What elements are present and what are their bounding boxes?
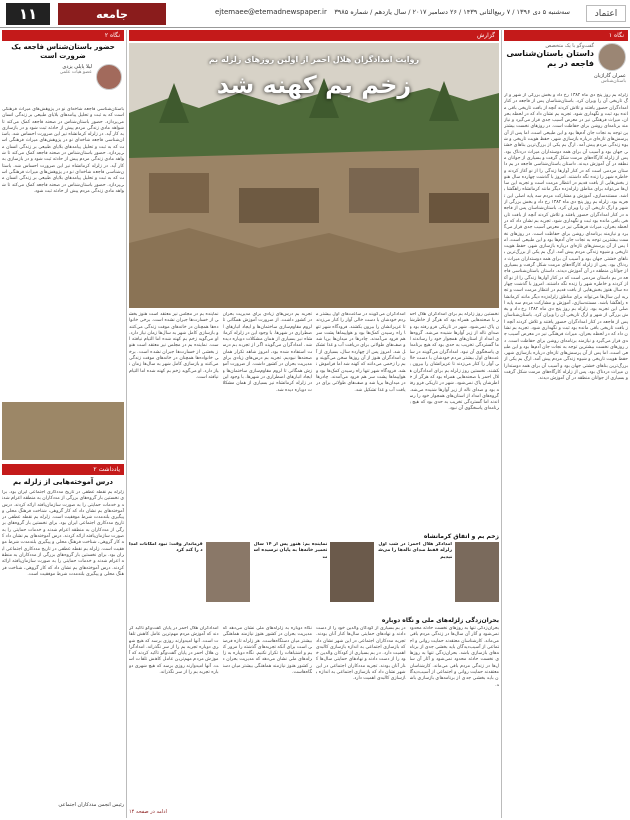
right-tag-label: نگاه ۱ [608, 32, 624, 39]
photo-strip [129, 542, 499, 614]
left-bottom-body: زلزله بم نقطه عطفی در تاریخ مددکاری اجتماعی ایران بود. برای نخستین بار گروه‌های بزرگی از مددکاران به منطقه اعزام شدند و خدمات حمایتی را به صورت سازمان‌یافته ارائه کردند. درس آموخته‌های بم نشان داد که کار گروهی، شناخت فرهنگ محلی و پیگیری بلندمدت شرط موفقیت است. زلزله بم نقطه عطفی در تاریخ مددکاری اجتماعی ایران بود. برای نخستین بار گروه‌های بزرگی از مددکاران به منطقه اعزام شدند و خدمات حمایتی را به صورت سازمان‌یافته ارائه کردند. درس آموخته‌های بم نشان داد که کار گروهی، شناخت فرهنگ محلی و پیگیری بلندمدت شرط موفقیت است. زلزله بم نقطه عطفی در تاریخ مددکاری اجتماعی ایران بود. برای نخستین بار گروه‌های بزرگی از مددکاران به منطقه اعزام شدند و خدمات حمایتی را به صورت سازمان‌یافته ارائه کردند. درس آموخته‌های بم نشان داد که کار گروهی، شناخت فرهنگ محلی و پیگیری بلندمدت شرط موفقیت است. [2, 490, 124, 577]
photo-caption-2: نماینده بم: هنوز پس از ۱۴ سال تعمیر خانه‌ها به پایان نرسیده است [253, 542, 328, 560]
left-photo [2, 402, 124, 460]
left-top-title: حضور باستان‌شناس فاجعه یک ضرورت است [11, 43, 115, 60]
main-kicker: روایت امدادگران هلال احمر از اولین روزهای زلزله بم [208, 55, 420, 64]
person-photo-3 [206, 542, 250, 602]
left-bottom-tag [2, 464, 124, 475]
date-line: سه‌شنبه ۵ دی ۱۳۹۶ / ۷ ربیع‌الثانی ۱۴۳۹ / ۲۶ دسامبر ۲۰۱۷ / سال یازدهم / شماره ۳۹۸۵ [334, 8, 570, 16]
right-column [504, 30, 628, 818]
right-header-block [504, 41, 628, 93]
left-top-tag-label: نگاه ۲ [104, 32, 120, 39]
main-tag-label: گزارش [476, 32, 495, 39]
main-title: زخم بم کهنه شد [216, 71, 412, 99]
photo-card-3 [129, 542, 250, 614]
bottom-text-col-3: نگاه دوباره به زلزله‌های ملی نشان می‌دهد که مدیریت بحران در کشور هنوز نیازمند هماهنگی بیشتر میان دستگاه‌هاست. هر زلزله تازه فرصتی است برای آنکه تجربه‌های گذشته را مرور کنیم و اشتباهات را تکرار نکنیم. نگاه دوباره به زلزله‌های ملی نشان می‌دهد که مدیریت بحران در کشور هنوز نیازمند هماهنگی بیشتر میان دستگاه‌هاست. [222, 626, 312, 676]
photo-card-2 [254, 542, 375, 614]
main-text-col-4: نماینده بم در مجلس نیز معتقد است هنوز بخشی از خسارت‌ها جبران نشده است. برخی خانواده‌ها همچنان در خانه‌های موقت زندگی می‌کنند و بازسازی کامل شهر به سال‌ها زمان نیاز دارد. او می‌گوید زخم بم کهنه شده اما التیام نیافته است. نماینده بم در مجلس نیز معتقد است هنوز بخشی از خسارت‌ها جبران نشده است. برخی خانواده‌ها همچنان در خانه‌های موقت زندگی می‌کنند و بازسازی کامل شهر به سال‌ها زمان نیاز دارد. او می‌گوید زخم بم کهنه شده اما التیام نیافته است. [129, 312, 219, 380]
bottom-text-col-4: امدادگران هلال احمر در پایان گفت‌وگو تاکید کردند که آموزش مردم مهم‌ترین عامل کاهش تلفات است. آنها امیدوارند روزی برسد که هیچ شهری دوباره تجربه بم را از سر نگذراند. امدادگران هلال احمر در پایان گفت‌وگو تاکید کردند که آموزش مردم مهم‌ترین عامل کاهش تلفات است. آنها امیدوارند روزی برسد که هیچ شهری دوباره تجربه بم را از سر نگذراند. [129, 626, 219, 676]
left-top-author: لیلا پاپلی یزدی [62, 64, 92, 70]
author-portrait-icon [96, 64, 122, 90]
main-text-col-2: امدادگران می‌گویند در ساعت‌های اول بیشتر مردم خودشان با دست خالی آوار را کنار می‌زدند تا عزیزانشان را بیرون بکشند. فرودگاه شهر تنها راه رسیدن کمک‌ها بود و هواپیماها پشت سر هم فرود می‌آمدند. چادرها در میدان‌ها برپا شد و صف‌های طولانی برای دریافت آب و غذا تشکیل شد. امروز پس از چهارده سال، بسیاری از آن امدادگران هنوز از آن روزها سخن می‌گویند و بم را زخمی می‌دانند که کهنه شد اما فراموش نشد. فرودگاه شهر تنها راه رسیدن کمک‌ها بود و هواپیماها پشت سر هم فرود می‌آمدند. چادرها در میدان‌ها برپا شد و صف‌های طولانی برای دریافت آب و غذا تشکیل شد. [316, 312, 406, 393]
right-title: داستان باستان‌شناسی فاجعه در بم [506, 49, 594, 68]
page-number: ۱۱ [6, 3, 50, 25]
bottom-text-row [129, 626, 499, 808]
person-photo-2 [330, 542, 374, 602]
left-column [2, 30, 124, 818]
main-text-row [129, 312, 499, 530]
person-photo-1 [455, 542, 499, 602]
continued-note[interactable]: ادامه در صفحه ۱۴ [129, 809, 167, 815]
main-text-col-1: نخستین روز زلزله بم برای امدادگران هلال احمر با صحنه‌هایی همراه بود که هرگز از خاطرشان پاک نمی‌شود. شهر در تاریکی فرو رفته بود و صدای ناله از زیر آوارها شنیده می‌شد. گروه‌های امداد از استان‌های همجوار خود را رساندند اما گستردگی تخریب به حدی بود که هیچ برنامه‌ای پاسخگوی آن نبود. امدادگران می‌گویند در ساعت‌های اول بیشتر مردم خودشان با دست خالی آوار را کنار می‌زدند تا عزیزانشان را بیرون بکشند. نخستین روز زلزله بم برای امدادگران هلال احمر با صحنه‌هایی همراه بود که هرگز از خاطرشان پاک نمی‌شود. شهر در تاریکی فرو رفته بود و صدای ناله از زیر آوارها شنیده می‌شد. گروه‌های امداد از استان‌های همجوار خود را رساندند اما گستردگی تخریب به حدی بود که هیچ برنامه‌ای پاسخگوی آن نبود. [409, 312, 499, 412]
right-body-text: زلزله بم روز پنج دی ماه ۱۳۸۲ رخ داد و بخش بزرگی از شهر و ارگ تاریخی آن را ویران کرد. باستان‌شناسان پس از فاجعه در کنار امدادگران حضور یافتند و تلاش کردند آنچه از بافت تاریخی باقی مانده بود ثبت و نگهداری شود. تجربه بم نشان داد که در لحظه بحران، میراث فرهنگی نیز در معرض آسیب جدی قرار می‌گیرد و نیازمند برنامه‌ای روشن برای حفاظت است. در روزهای نخست بیشترین توجه به نجات جان آدم‌ها بود و این طبیعی است، اما پس از آن پرسش‌های تازه‌ای درباره بازسازی شهر، حفظ هویت تاریخی و شیوه زندگی مردم پیش آمد. ارگ بم یکی از بزرگ‌ترین بناهای خشتی جهان بود و آسیب آن برای همه دوستداران میراث دردناک بود. پس از زلزله کارگاه‌های مرمت شکل گرفت و بسیاری از جوانان منطقه در آن آموزش دیدند. داستان باستان‌شناسی فاجعه در بم داستان مردمی است که در کنار آوارها زندگی را از نو آغاز کردند و خاطره شهر را زنده نگه داشتند. امروز با گذشت چهارده سال هنوز بخش‌هایی از بافت قدیم در انتظار مرمت است و تجربه این سال‌ها می‌تواند برای مناطق زلزله‌زده دیگر مانند کرمانشاه راهگشا باشد. مستندسازی، آموزش و مشارکت مردم سه پایه اصلی این تجربه بود. زلزله بم روز پنج دی ماه ۱۳۸۲ رخ داد و بخش بزرگی از شهر و ارگ تاریخی آن را ویران کرد. باستان‌شناسان پس از فاجعه در کنار امدادگران حضور یافتند و تلاش کردند آنچه از بافت تاریخی باقی مانده بود ثبت و نگهداری شود. تجربه بم نشان داد که در لحظه بحران، میراث فرهنگی نیز در معرض آسیب جدی قرار می‌گیرد و نیازمند برنامه‌ای روشن برای حفاظت است. در روزهای نخست بیشترین توجه به نجات جان آدم‌ها بود و این طبیعی است، اما پس از آن پرسش‌های تازه‌ای درباره بازسازی شهر، حفظ هویت تاریخی و شیوه زندگی مردم پیش آمد. ارگ بم یکی از بزرگ‌ترین بناهای خشتی جهان بود و آسیب آن برای همه دوستداران میراث دردناک بود. پس از زلزله کارگاه‌های مرمت شکل گرفت و بسیاری از جوانان منطقه در آن آموزش دیدند. داستان باستان‌شناسی فاجعه در بم داستان مردمی است که در کنار آوارها زندگی را از نو آغاز کردند و خاطره شهر را زنده نگه داشتند. امروز با گذشت چهارده سال هنوز بخش‌هایی از بافت قدیم در انتظار مرمت است و تجربه این سال‌ها می‌تواند برای مناطق زلزله‌زده دیگر مانند کرمانشاه راهگشا باشد. مستندسازی، آموزش و مشارکت مردم سه پایه اصلی این تجربه بود. زلزله بم روز پنج دی ماه ۱۳۸۲ رخ داد و بخش بزرگی از شهر و ارگ تاریخی آن را ویران کرد. باستان‌شناسان پس از فاجعه در کنار امدادگران حضور یافتند و تلاش کردند آنچه از بافت تاریخی باقی مانده بود ثبت و نگهداری شود. تجربه بم نشان داد که در لحظه بحران، میراث فرهنگی نیز در معرض آسیب جدی قرار می‌گیرد و نیازمند برنامه‌ای روشن برای حفاظت است. در روزهای نخست بیشترین توجه به نجات جان آدم‌ها بود و این طبیعی است، اما پس از آن پرسش‌های تازه‌ای درباره بازسازی شهر، حفظ هویت تاریخی و شیوه زندگی مردم پیش آمد. ارگ بم یکی از بزرگ‌ترین بناهای خشتی جهان بود و آسیب آن برای همه دوستداران میراث دردناک بود. پس از زلزله کارگاه‌های مرمت شکل گرفت و بسیاری از جوانان منطقه در آن آموزش دیدند. [504, 93, 628, 382]
left-bottom-author: رئیس انجمن مددکاران اجتماعی [58, 802, 124, 808]
bottom-text-col-1: بحران‌زدگی تنها به روزهای نخست حادثه محدود نمی‌شود و آثار آن سال‌ها در زندگی مردم باقی می‌ماند. کارشناسان معتقدند حمایت روانی و اجتماعی از آسیب‌دیدگان باید بخشی جدی از برنامه‌های بازسازی باشد. بحران‌زدگی تنها به روزهای نخست حادثه محدود نمی‌شود و آثار آن سال‌ها در زندگی مردم باقی می‌ماند. کارشناسان معتقدند حمایت روانی و اجتماعی از آسیب‌دیدگان باید بخشی جدی از برنامه‌های بازسازی باشد. [409, 626, 499, 688]
left-top-tag [2, 30, 124, 41]
right-column-tag [504, 30, 628, 41]
photo-card-1 [378, 542, 499, 614]
main-text-col-3: تجربه بم درس‌های زیادی برای مدیریت بحران در کشور داشت. از ضرورت آموزش همگانی تا لزوم مقاوم‌سازی ساختمان‌ها و ایجاد انبارهای اضطراری در شهرها. با وجود این در زلزله کرمانشاه نیز بسیاری از همان مشکلات دوباره دیده شد. امدادگران می‌گویند اگر از تجربه بم درست استفاده شده بود، امروز شاهد تکرار همان صحنه‌ها نبودیم. تجربه بم درس‌های زیادی برای مدیریت بحران در کشور داشت. از ضرورت آموزش همگانی تا لزوم مقاوم‌سازی ساختمان‌ها و ایجاد انبارهای اضطراری در شهرها. با وجود این در زلزله کرمانشاه نیز بسیاری از همان مشکلات دوباره دیده شد. [222, 312, 312, 393]
author-portrait-icon [598, 43, 626, 71]
newspaper-logo-icon: اعتماد [586, 5, 626, 22]
bottom-text-col-2: در بم بسیاری از کودکان والدین خود را از دست دادند و نهادهای حمایتی سال‌ها کنار آنان بودند. تجربه مددکاران اجتماعی در این شهر نشان داد که بازسازی اجتماعی به اندازه بازسازی کالبدی اهمیت دارد. در بم بسیاری از کودکان والدین خود را از دست دادند و نهادهای حمایتی سال‌ها کنار آنان بودند. تجربه مددکاران اجتماعی در این شهر نشان داد که بازسازی اجتماعی به اندازه بازسازی کالبدی اهمیت دارد. [316, 626, 406, 682]
right-author: عمران گاراژیان [594, 73, 626, 79]
column-divider [501, 30, 502, 818]
photo-caption-3: فرماندار وقت: نبود امکانات امداد را کند کرد [129, 542, 203, 554]
main-story-tag [129, 30, 499, 41]
left-bottom-tag-label: یادداشت ۲ [93, 466, 120, 473]
left-top-author-role: عضو هیات علمی [59, 70, 92, 75]
earthquake-ruins-photo [129, 43, 499, 308]
left-bottom-title: درس آموخته‌هایی از زلزله بم [13, 478, 113, 486]
right-author-role: باستان‌شناس [601, 79, 626, 84]
left-top-body: باستان‌شناسی فاجعه شاخه‌ای نو در پژوهش‌های میراث فرهنگی است که به ثبت و تحلیل پیامدهای بلایای طبیعی بر زندگی انسان می‌پردازد. حضور باستان‌شناس در صحنه فاجعه کمک می‌کند تا شواهد مادی زندگی مردم پیش از حادثه ثبت شود و در بازسازی به کار آید. در زلزله کرمانشاه نیز این ضرورت احساس شد. باستان‌شناسی فاجعه شاخه‌ای نو در پژوهش‌های میراث فرهنگی است که به ثبت و تحلیل پیامدهای بلایای طبیعی بر زندگی انسان می‌پردازد. حضور باستان‌شناس در صحنه فاجعه کمک می‌کند تا شواهد مادی زندگی مردم پیش از حادثه ثبت شود و در بازسازی به کار آید. در زلزله کرمانشاه نیز این ضرورت احساس شد. باستان‌شناسی فاجعه شاخه‌ای نو در پژوهش‌های میراث فرهنگی است که به ثبت و تحلیل پیامدهای بلایای طبیعی بر زندگی انسان می‌پردازد. حضور باستان‌شناس در صحنه فاجعه کمک می‌کند تا شواهد مادی زندگی مردم پیش از حادثه ثبت شود. [2, 107, 124, 194]
page-header [0, 0, 630, 28]
column-divider [126, 30, 127, 818]
bottom-heading: بحران‌زدگی زلزله‌های ملی و نگاه دوباره [381, 617, 499, 624]
section-title: جامعه [58, 3, 166, 25]
photo-caption-1: امدادگر هلال احمر: در شب اول زلزله فقط صدای ناله‌ها را می‌شنیدیم [378, 542, 452, 560]
right-kicker: گفت‌وگو با یک متخصص [545, 43, 594, 49]
middle-heading: زخم بم و اتفاق کرمانشاه [423, 533, 499, 540]
left-top-header [2, 41, 124, 107]
section-email[interactable]: ejtemaee@etemadnewspaper.ir [215, 8, 327, 16]
main-story [129, 30, 499, 818]
